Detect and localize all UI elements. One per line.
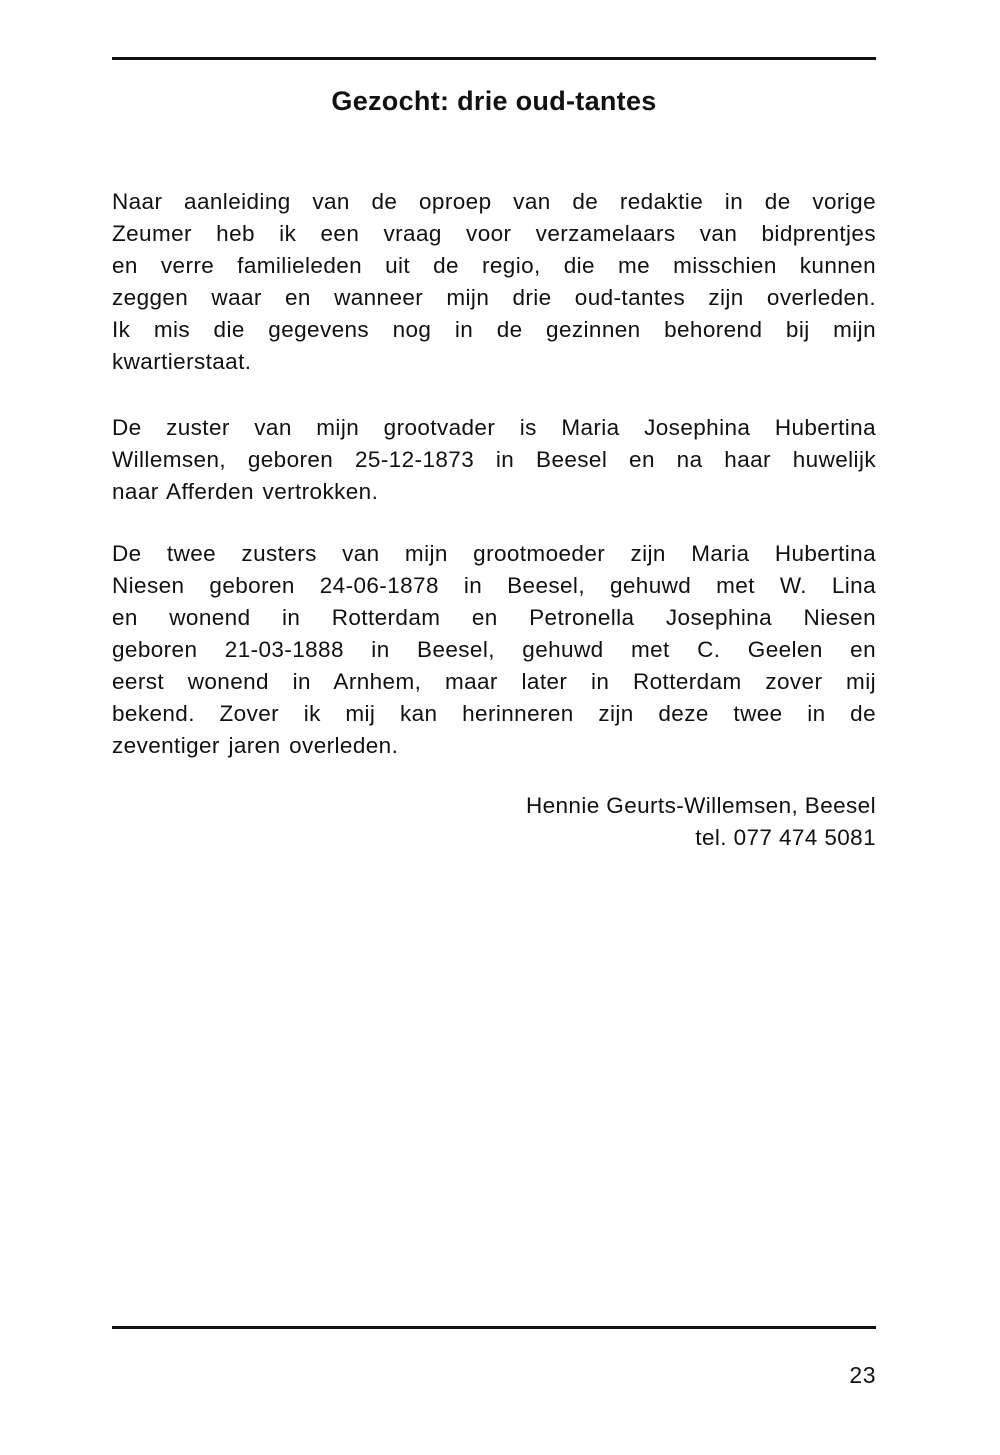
paragraph-line: bekend. Zover ik mij kan herinneren zijn deze twee in de	[112, 701, 876, 726]
paragraph-line: kwartierstaat.	[112, 349, 252, 374]
signature-block	[112, 790, 876, 854]
paragraph-line: Naar aanleiding van de oproep van de redaktie in de vorige	[112, 189, 876, 214]
paragraph-line: Willemsen, geboren 25-12-1873 in Beesel en na haar huwelijk	[112, 447, 876, 472]
top-rule	[112, 57, 876, 60]
paragraph-grandfather-sister	[112, 412, 876, 508]
paragraph-line: zeventiger jaren overleden.	[112, 733, 399, 758]
paragraph-line: naar Afferden vertrokken.	[112, 479, 379, 504]
paragraph-line: geboren 21-03-1888 in Beesel, gehuwd met C. Geelen en	[112, 637, 876, 662]
paragraph-intro	[112, 186, 876, 378]
signature-name: Hennie Geurts-Willemsen, Beesel	[525, 793, 876, 818]
paragraph-line: eerst wonend in Arnhem, maar later in Rotterdam zover mij	[112, 669, 876, 694]
paragraph-line: Zeumer heb ik een vraag voor verzamelaars van bidprentjes	[112, 221, 876, 246]
paragraph-line: zeggen waar en wanneer mijn drie oud-tantes zijn overleden.	[112, 285, 876, 310]
paragraph-line: Niesen geboren 24-06-1878 in Beesel, gehuwd met W. Lina	[112, 573, 876, 598]
paragraph-line: De zuster van mijn grootvader is Maria Josephina Hubertina	[112, 415, 876, 440]
paragraph-line: en verre familieleden uit de regio, die me misschien kunnen	[112, 253, 876, 278]
bottom-rule	[112, 1326, 876, 1329]
paragraph-line: en wonend in Rotterdam en Petronella Josephina Niesen	[112, 605, 876, 630]
page-number: 23	[849, 1362, 876, 1388]
paragraph-line: De twee zusters van mijn grootmoeder zijn Maria Hubertina	[112, 541, 876, 566]
signature-phone: tel. 077 474 5081	[695, 825, 876, 850]
paragraph-grandmother-sisters	[112, 538, 876, 762]
paragraph-line: Ik mis die gegevens nog in de gezinnen behorend bij mijn	[112, 317, 876, 342]
page-title: Gezocht: drie oud-tantes	[331, 86, 657, 116]
